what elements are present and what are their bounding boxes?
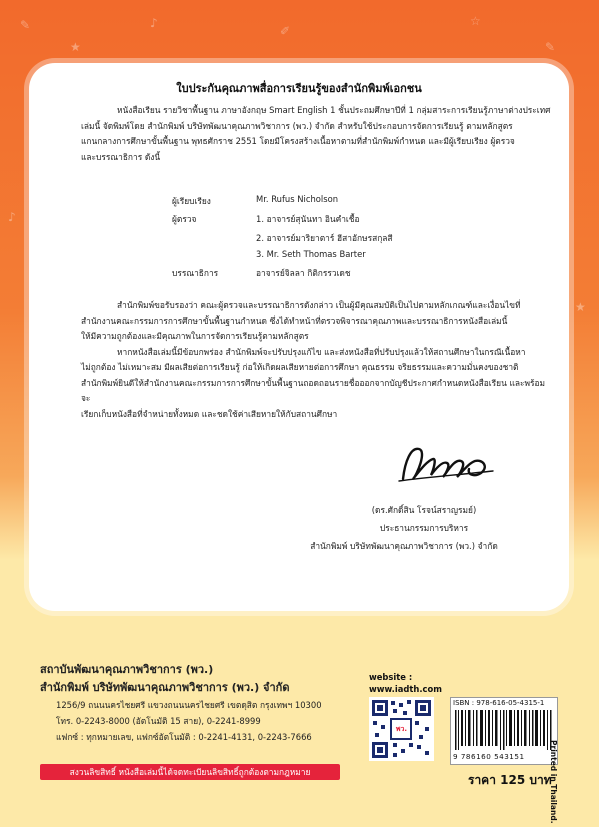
- intro-line: แกนกลางการศึกษาขั้นพื้นฐาน พุทธศักราช 2551 โดยมีโครงสร้างเนื้อหาตามที่สำนักพิมพ์กำหนด และมีผู้เรียบเรียง ผู้ตรวจ: [81, 136, 515, 146]
- credit-name: 2. อาจารย์มาริยาตาร์ ฮีสาอักษรสกุลสี: [256, 233, 393, 243]
- publisher-phone: โทร. 0-2243-8000 (อัตโนมัติ 15 สาย), 0-2241-8999: [56, 716, 261, 726]
- credit-role: บรรณาธิการ: [172, 268, 219, 278]
- publisher-name: สำนักพิมพ์ บริษัทพัฒนาคุณภาพวิชาการ (พว.) จำกัด: [40, 681, 290, 694]
- signer-position: ประธานกรรมการบริหาร: [379, 523, 469, 533]
- signer-company: สำนักพิมพ์ บริษัทพัฒนาคุณภาพวิชาการ (พว.) จำกัด: [310, 541, 498, 551]
- institute-name: สถาบันพัฒนาคุณภาพวิชาการ (พว.): [40, 663, 214, 676]
- doodle-decoration: ✎: [545, 40, 556, 54]
- credit-name: อาจารย์จิลลา กิติกรรวเดช: [256, 268, 351, 278]
- guarantee-line: สำนักพิมพ์ยินดีให้สำนักงานคณะกรรมการการศึกษาขั้นพื้นฐานถอดถอนรายชื่อออกจากบัญชีประกาศกำหนดหนังสือเรียน และพร้อมจะ: [81, 377, 546, 403]
- doodle-decoration: ♪: [8, 210, 16, 224]
- isbn-barcode: [450, 697, 558, 765]
- publisher-address: 1256/9 ถนนนครไชยศรี แขวงถนนนครไชยศรี เขตดุสิต กรุงเทพฯ 10300: [56, 700, 322, 710]
- qr-logo: พว.: [395, 725, 408, 733]
- printed-in-thailand: Printed in Thailand.: [549, 740, 558, 824]
- barcode-bars: [455, 710, 553, 750]
- barcode-number: 9 786160 543151: [453, 752, 525, 761]
- website-url[interactable]: www.iadth.com: [369, 684, 442, 694]
- quality-certificate-card: [29, 63, 569, 611]
- isbn-number: ISBN : 978-616-05-4315-1: [453, 699, 545, 707]
- doodle-decoration: ★: [70, 40, 81, 54]
- credit-name: 3. Mr. Seth Thomas Barter: [256, 249, 366, 259]
- intro-line: เล่มนี้ จัดพิมพ์โดย สำนักพิมพ์ บริษัทพัฒนาคุณภาพวิชาการ (พว.) จำกัด สำหรับใช้ประกอบการจัดการเรียนรู้ ตามหลักสูตร: [81, 120, 513, 131]
- website-label: website :: [369, 672, 413, 682]
- guarantee-paragraph: [81, 298, 551, 422]
- guarantee-line: เรียกเก็บหนังสือที่จำหน่ายทั้งหมด และชดใช้ค่าเสียหายให้กับสถานศึกษา: [81, 408, 338, 419]
- credit-role: ผู้ตรวจ: [172, 214, 197, 224]
- guarantee-line: ให้มีความถูกต้องและมีคุณภาพในการจัดการเรียนรู้ตามหลักสูตร: [81, 331, 309, 341]
- intro-line: หนังสือเรียน รายวิชาพื้นฐาน ภาษาอังกฤษ Smart English 1 ชั้นประถมศึกษาปีที่ 1 กลุ่มสาระการเรียนรู้ภาษาต่างประเทศ: [117, 105, 551, 115]
- intro-line: และบรรณาธิการ ดังนี้: [81, 151, 161, 162]
- publisher-fax: แฟกซ์ : ทุกหมายเลข, แฟกซ์อัตโนมัติ : 0-2241-4131, 0-2243-7666: [56, 732, 312, 742]
- credit-name: 1. อาจารย์สุนันทา อินคำเชื้อ: [256, 214, 360, 224]
- handwritten-signature: [397, 441, 497, 487]
- copyright-banner: สงวนลิขสิทธิ์ หนังสือเล่มนี้ได้จดทะเบียนลิขสิทธิ์ถูกต้องตามกฎหมาย: [40, 764, 340, 780]
- qr-code: [369, 697, 434, 761]
- guarantee-line: สำนักงานคณะกรรมการการศึกษาขั้นพื้นฐานกำหนด ซึ่งได้ทำหน้าที่ตรวจพิจารณาคุณภาพและบรรณาธิการหนังสือเล่มนี้: [81, 315, 508, 326]
- doodle-decoration: ☆: [470, 14, 481, 28]
- guarantee-line: ไม่ถูกต้อง ไม่เหมาะสม มีผลเสียต่อการเรียนรู้ ก่อให้เกิดผลเสียหายต่อการศึกษา คุณธรรม จริยธรรมและความมั่นคงของชาติ: [81, 362, 519, 372]
- guarantee-line: หากหนังสือเล่มนี้มีข้อบกพร่อง สำนักพิมพ์จะปรับปรุงแก้ไข และส่งหนังสือที่ปรับปรุงแล้วให้สถานศึกษาในกรณีเนื้อหา: [117, 346, 526, 357]
- credit-name: Mr. Rufus Nicholson: [256, 194, 339, 204]
- doodle-decoration: ♪: [150, 16, 158, 30]
- signer-name: (ดร.ศักดิ์สิน โรจน์สราญรมย์): [371, 505, 477, 515]
- doodle-decoration: ✎: [20, 18, 31, 32]
- price-label: ราคา 125 บาท: [468, 773, 552, 787]
- credit-role: ผู้เรียบเรียง: [172, 196, 211, 206]
- intro-paragraph: [81, 103, 551, 165]
- doodle-decoration: ★: [575, 300, 586, 314]
- guarantee-line: สำนักพิมพ์ขอรับรองว่า คณะผู้ตรวจและบรรณาธิการดังกล่าว เป็นผู้มีคุณสมบัติเป็นไปตามหลักเกณฑ์และเงื่อนไขที่: [117, 300, 521, 310]
- certificate-title: ใบประกันคุณภาพสื่อการเรียนรู้ของสำนักพิมพ์เอกชน: [176, 82, 422, 95]
- doodle-decoration: ✐: [280, 24, 291, 38]
